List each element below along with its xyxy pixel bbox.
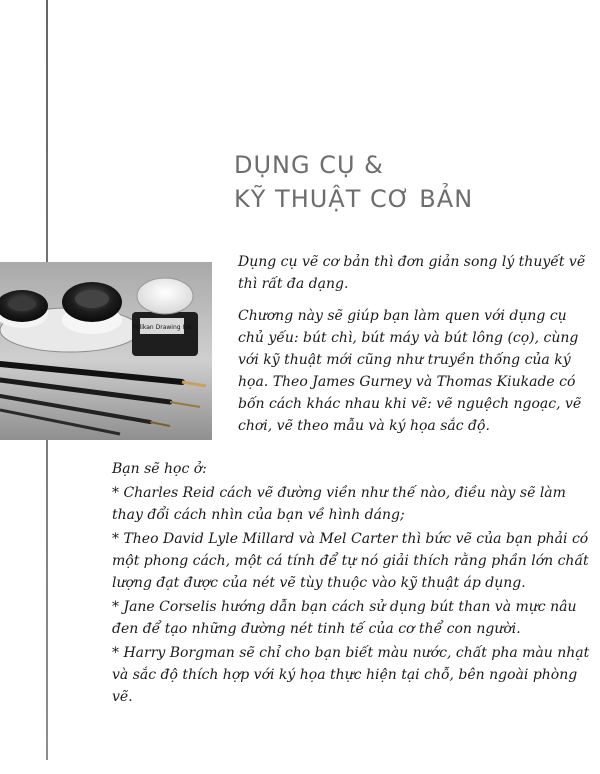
learning-item: * Harry Borgman sẽ chỉ cho bạn biết màu nước, chất pha màu nhạt và sắc độ thích hợp với ký họa thực hiện tại chỗ, bên ngoài phòng vẽ. <box>112 645 590 705</box>
learning-item: * Jane Corselis hướng dẫn bạn cách sử dụng bút than và mực nâu đen để tạo những đường nét tinh tế của cơ thể con người. <box>112 599 577 637</box>
intro-text <box>238 251 588 447</box>
ink-bottle-label: Pelikan Drawing Ink <box>132 324 192 331</box>
tools-photo <box>0 262 212 440</box>
page-title <box>234 148 473 216</box>
title-line-2: KỸ THUẬT CƠ BẢN <box>234 185 474 213</box>
learning-heading: Bạn sẽ học ở: <box>112 461 207 477</box>
learning-item: * Theo David Lyle Millard và Mel Carter thì bức vẽ của bạn phải có một phong cách, một cá tính để tự nó giải thích rằng phần lớn chất lượng đạt được của nét vẽ tùy thuộc vào kỹ thuật áp dụng. <box>112 531 589 591</box>
learning-list <box>112 458 592 710</box>
intro-paragraph-1: Dụng cụ vẽ cơ bản thì đơn giản song lý thuyết vẽ thì rất đa dạng. <box>238 254 586 292</box>
intro-paragraph-2: Chương này sẽ giúp bạn làm quen với dụng cụ chủ yếu: bút chì, bút máy và bút lông (cọ), cùng với kỹ thuật mới cũng như truyền thống của ký họa. Theo James Gurney và Thomas Kiukade có bốn cách khác nhau khi vẽ: vẽ nguệch ngoạc, vẽ chơi, vẽ theo mẫu và ký họa sắc độ. <box>238 308 582 434</box>
title-line-1: DỤNG CỤ & <box>234 151 384 179</box>
tools-photo-image <box>0 262 212 440</box>
learning-item: * Charles Reid cách vẽ đường viền như thế nào, điều này sẽ làm thay đổi cách nhìn của bạn về hình dáng; <box>112 485 566 523</box>
